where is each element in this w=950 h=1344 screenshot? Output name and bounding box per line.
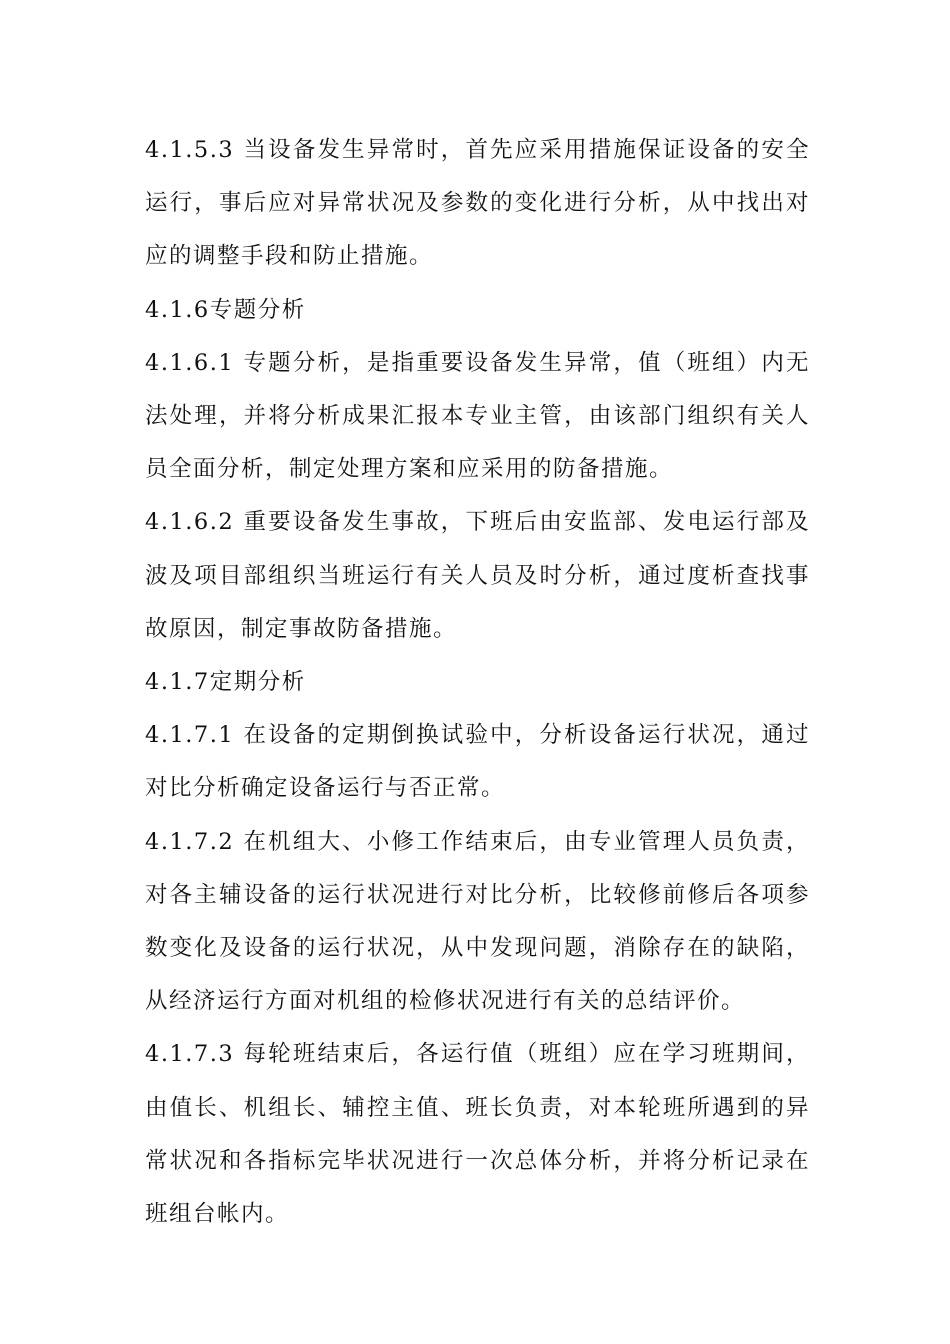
paragraph-4-1-6-2: 4.1.6.2 重要设备发生事故，下班后由安监部、发电运行部及波及项目部组织当班运行有关人员及时分析，通过度析查找事故原因，制定事故防备措施。 [145,509,810,642]
heading-4-1-7: 4.1.7定期分析 [145,669,306,696]
paragraph-4-1-7-1: 4.1.7.1 在设备的定期倒换试验中，分析设备运行状况，通过对比分析确定设备运行与否正常。 [145,722,810,802]
paragraph-4-1-6-1: 4.1.6.1 专题分析，是指重要设备发生异常，值（班组）内无法处理，并将分析成果汇报本专业主管，由该部门组织有关人员全面分析，制定处理方案和应采用的防备措施。 [145,349,810,483]
paragraph-4-1-5-3: 4.1.5.3 当设备发生异常时，首先应采用措施保证设备的安全运行，事后应对异常状况及参数的变化进行分析，从中找出对应的调整手段和防止措施。 [145,137,810,270]
paragraph-4-1-7-3: 4.1.7.3 每轮班结束后，各运行值（班组）应在学习班期间，由值长、机组长、辅控主值、班长负责，对本轮班所遇到的异常状况和各指标完毕状况进行一次总体分析，并将分析记录在班组台帐内。 [145,1041,810,1228]
document-body [145,124,810,1241]
paragraph-4-1-7-2: 4.1.7.2 在机组大、小修工作结束后，由专业管理人员负责，对各主辅设备的运行状况进行对比分析，比较修前修后各项参数变化及设备的运行状况，从中发现问题，消除存在的缺陷，从经济运行方面对机组的检修状况进行有关的总结评价。 [145,828,810,1015]
heading-4-1-6: 4.1.6专题分析 [145,296,306,323]
